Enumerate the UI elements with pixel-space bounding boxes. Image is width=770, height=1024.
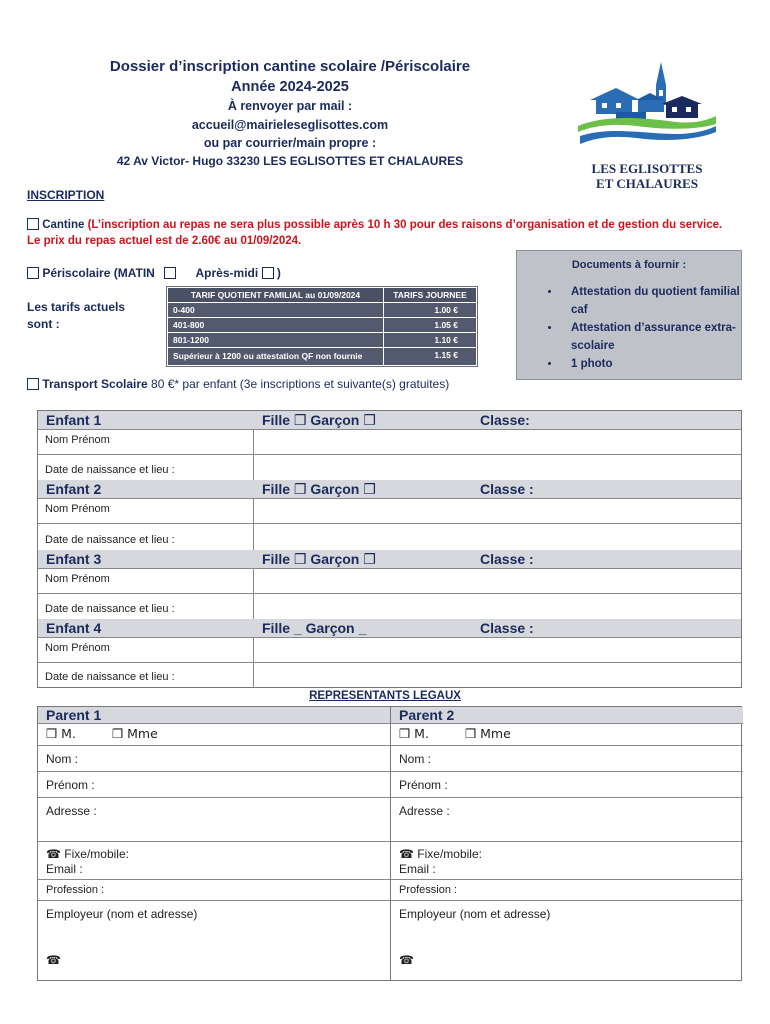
profession-field[interactable]: Profession :: [391, 880, 743, 901]
contact-email[interactable]: accueil@mairieleseglisottes.com: [191, 118, 389, 132]
enfant-nom-label: Nom Prénom: [38, 430, 254, 454]
enfant-nom-field[interactable]: [254, 638, 741, 662]
adresse-field[interactable]: Adresse :: [38, 798, 390, 842]
enfant-nom-field[interactable]: [254, 499, 741, 523]
tarifs-intro-line2: sont :: [27, 317, 60, 331]
phone-field[interactable]: ☎ Fixe/mobile:: [399, 847, 482, 861]
profession-field[interactable]: Profession :: [38, 880, 390, 901]
tarif-value: 1.00 €: [384, 303, 477, 318]
enfant-block-4: [38, 619, 741, 687]
logo-text-line2: ET CHALAURES: [596, 176, 698, 191]
tarif-value: 1.10 €: [384, 333, 477, 348]
cantine-row: [27, 217, 757, 234]
adresse-field[interactable]: Adresse :: [391, 798, 743, 842]
periscolaire-row: [27, 266, 281, 280]
civilite-mme[interactable]: ❒ Mme: [464, 726, 511, 741]
enfant-nom-label: Nom Prénom: [38, 569, 254, 593]
village-icon: [576, 60, 718, 152]
phone-field[interactable]: ☎ Fixe/mobile:: [46, 847, 129, 861]
transport-detail: 80 €* par enfant (3e inscriptions et suivante(s) gratuites): [147, 377, 450, 391]
courrier-instruction: ou par courrier/main propre :: [203, 136, 377, 150]
civilite-m[interactable]: ❒ M.: [399, 726, 429, 741]
representants-heading: REPRESENTANTS LEGAUX: [309, 690, 461, 702]
employeur-field[interactable]: Employeur (nom et adresse): [46, 907, 198, 921]
document-item: • 1 photo: [561, 355, 741, 373]
parents-grid: [37, 706, 742, 981]
cantine-label: Cantine: [42, 219, 85, 231]
children-grid: [37, 410, 742, 688]
mail-instruction: À renvoyer par mail :: [227, 99, 353, 113]
parent-title: Parent 1: [38, 707, 390, 724]
tarif-qf: 801-1200: [168, 333, 384, 348]
enfant-naissance-label: Date de naissance et lieu :: [38, 594, 254, 619]
form-title: Dossier d’inscription cantine scolaire /Périscolaire: [109, 58, 471, 75]
cantine-note: (L’inscription au repas ne sera plus possible après 10 h 30 pour des raisons d’organisation et de gestion du service.: [87, 219, 723, 231]
tarifs-intro-line1: Les tarifs actuels: [27, 300, 126, 314]
enfant-naissance-field[interactable]: [254, 524, 741, 550]
enfant-naissance-field[interactable]: [254, 594, 741, 619]
employeur-field[interactable]: Employeur (nom et adresse): [399, 907, 551, 921]
tarif-table: [166, 286, 478, 367]
matin-checkbox[interactable]: [164, 267, 176, 279]
enfant-sexe[interactable]: Fille _ Garçon _: [262, 620, 367, 636]
enfant-naissance-field[interactable]: [254, 663, 741, 687]
phone-icon: ☎: [46, 953, 61, 967]
enfant-sexe[interactable]: Fille ❒ Garçon ❒: [262, 411, 376, 428]
documents-box: [516, 250, 742, 380]
enfant-classe[interactable]: Classe:: [480, 412, 530, 428]
table-row: [168, 303, 477, 318]
enfant-naissance-label: Date de naissance et lieu :: [38, 524, 254, 550]
parent-title: Parent 2: [391, 707, 743, 724]
enfant-nom-field[interactable]: [254, 569, 741, 593]
document-item: • Attestation d’assurance extra-scolaire: [561, 319, 741, 355]
prenom-field[interactable]: Prénom :: [38, 772, 390, 798]
apres-midi-checkbox[interactable]: [262, 267, 274, 279]
enfant-title: Enfant 1: [46, 412, 102, 428]
enfant-classe[interactable]: Classe :: [480, 551, 534, 567]
enfant-nom-label: Nom Prénom: [38, 499, 254, 523]
enfant-title: Enfant 2: [46, 481, 102, 497]
periscolaire-matin-label: Périscolaire (MATIN: [42, 266, 155, 280]
phone-icon: ☎: [399, 953, 414, 967]
enfant-naissance-field[interactable]: [254, 455, 741, 480]
nom-field[interactable]: Nom :: [38, 746, 390, 772]
enfant-classe[interactable]: Classe :: [480, 481, 534, 497]
enfant-naissance-label: Date de naissance et lieu :: [38, 663, 254, 687]
inscription-heading: INSCRIPTION: [27, 188, 105, 202]
civilite-m[interactable]: ❒ M.: [46, 726, 76, 741]
document-item: • Attestation du quotient familial caf: [561, 283, 741, 319]
civilite-mme[interactable]: ❒ Mme: [111, 726, 158, 741]
enfant-naissance-label: Date de naissance et lieu :: [38, 455, 254, 480]
email-field[interactable]: Email :: [46, 862, 83, 876]
email-field[interactable]: Email :: [399, 862, 436, 876]
table-row: [168, 348, 477, 366]
mairie-address: 42 Av Victor- Hugo 33230 LES EGLISOTTES ET CHALAURES: [116, 154, 464, 168]
documents-title: Documents à fournir :: [571, 259, 687, 271]
nom-field[interactable]: Nom :: [391, 746, 743, 772]
town-logo: [576, 60, 718, 190]
transport-label: Transport Scolaire: [42, 377, 148, 391]
enfant-title: Enfant 4: [46, 620, 102, 636]
parent-2-column: [390, 707, 743, 980]
parent-1-column: [38, 707, 390, 980]
tarif-header-qf: TARIF QUOTIENT FAMILIAL au 01/09/2024: [168, 288, 384, 303]
enfant-nom-label: Nom Prénom: [38, 638, 254, 662]
cantine-checkbox[interactable]: [27, 218, 39, 230]
tarif-qf: 0-400: [168, 303, 384, 318]
prenom-field[interactable]: Prénom :: [391, 772, 743, 798]
enfant-block-1: [38, 411, 741, 480]
logo-text-line1: LES EGLISOTTES: [591, 161, 703, 176]
enfant-classe[interactable]: Classe :: [480, 620, 534, 636]
transport-checkbox[interactable]: [27, 378, 39, 390]
enfant-block-3: [38, 550, 741, 619]
tarif-qf: 401-800: [168, 318, 384, 333]
periscolaire-close: ): [276, 266, 281, 280]
school-year: Année 2024-2025: [231, 79, 349, 95]
meal-price: Le prix du repas actuel est de 2.60€ au 01/09/2024.: [27, 235, 302, 247]
enfant-block-2: [38, 480, 741, 550]
periscolaire-checkbox[interactable]: [27, 267, 39, 279]
tarif-value: 1.05 €: [384, 318, 477, 333]
enfant-sexe[interactable]: Fille ❒ Garçon ❒: [262, 550, 376, 567]
enfant-nom-field[interactable]: [254, 430, 741, 454]
transport-row: [27, 377, 449, 391]
apres-midi-label: Après-midi: [195, 266, 259, 280]
tarif-qf: Supérieur à 1200 ou attestation QF non fournie: [168, 348, 384, 366]
table-row: [168, 318, 477, 333]
enfant-sexe[interactable]: Fille ❒ Garçon ❒: [262, 480, 376, 497]
enfant-title: Enfant 3: [46, 551, 102, 567]
tarif-header-journee: TARIFS JOURNEE: [384, 288, 477, 303]
table-row: [168, 333, 477, 348]
tarif-value: 1.15 €: [384, 348, 477, 366]
tarifs-intro: [27, 299, 125, 333]
